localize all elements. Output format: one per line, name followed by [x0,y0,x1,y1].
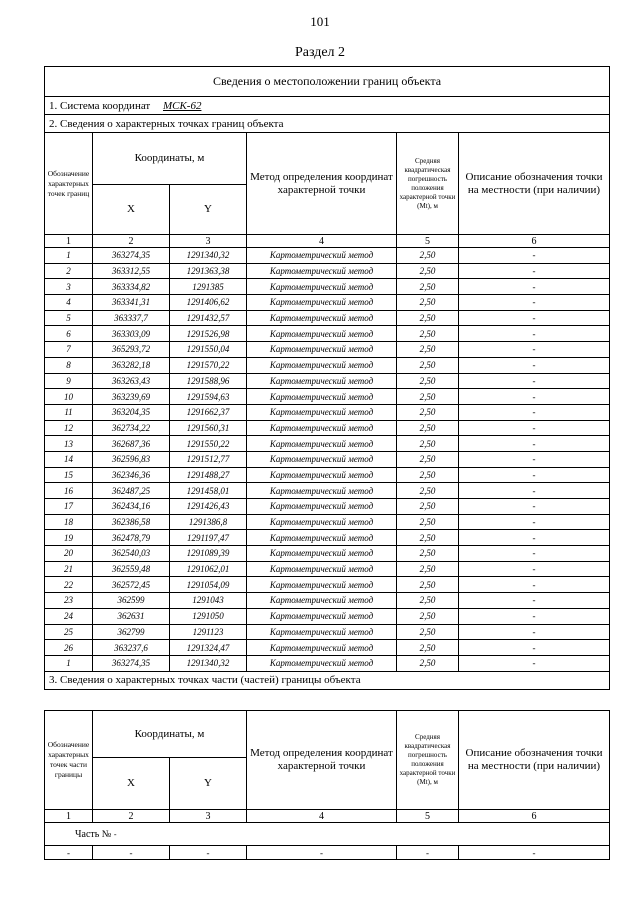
description-cell: - [459,608,610,624]
description-cell: - [459,389,610,405]
error-cell: 2,50 [397,389,459,405]
column-numbers-row-part [45,810,610,823]
point-number-cell: 24 [45,608,93,624]
method-cell: Картометрический метод [247,530,397,546]
description-cell: - [459,295,610,311]
description-cell: - [459,499,610,515]
description-cell: - [459,530,610,546]
point-number-cell: 1 [45,248,93,264]
table-row [45,514,610,530]
table-row [45,530,610,546]
col-number: 4 [247,810,397,823]
table-row [45,467,610,483]
col-number: 2 [93,810,170,823]
description-cell: - [459,546,610,562]
method-cell: Картометрический метод [247,546,397,562]
table-row [45,561,610,577]
x-cell: 363337,7 [93,310,170,326]
description-cell: - [459,436,610,452]
table-row [45,499,610,515]
col-number: 5 [397,810,459,823]
description-cell: - [459,561,610,577]
method-cell: Картометрический метод [247,310,397,326]
point-number-cell: 8 [45,357,93,373]
x-cell: 365293,72 [93,342,170,358]
error-cell: 2,50 [397,640,459,656]
x-cell: 362599 [93,593,170,609]
x-cell: 363263,43 [93,373,170,389]
description-cell: - [459,357,610,373]
y-cell: 1291488,27 [170,467,247,483]
x-cell: 362734,22 [93,420,170,436]
y-cell: 1291432,57 [170,310,247,326]
table-row [45,326,610,342]
column-numbers-row [45,235,610,248]
col-number: 6 [459,235,610,248]
table-row [45,451,610,467]
y-cell: 1291324,47 [170,640,247,656]
dash-cell: - [93,846,170,860]
x-cell: 363303,09 [93,326,170,342]
col-number: 6 [459,810,610,823]
y-cell: 1291385 [170,279,247,295]
description-cell: - [459,310,610,326]
point-number-cell: 21 [45,561,93,577]
point-number-cell: 17 [45,499,93,515]
method-cell: Картометрический метод [247,295,397,311]
error-cell: 2,50 [397,404,459,420]
error-cell: 2,50 [397,326,459,342]
description-cell: - [459,248,610,264]
y-cell: 1291594,63 [170,389,247,405]
table-row [45,279,610,295]
x-cell: 363239,69 [93,389,170,405]
point-number-cell: 1 [45,655,93,671]
x-cell: 362631 [93,608,170,624]
point-number-cell: 12 [45,420,93,436]
x-cell: 362487,25 [93,483,170,499]
error-cell: 2,50 [397,342,459,358]
header-x-part: X [93,758,170,810]
header-y-part: Y [170,758,247,810]
table-row [45,404,610,420]
y-cell: 1291363,38 [170,263,247,279]
point-number-cell: 5 [45,310,93,326]
point-number-cell: 16 [45,483,93,499]
error-cell: 2,50 [397,624,459,640]
table-row [45,436,610,452]
x-cell: 363237,6 [93,640,170,656]
points-body [45,248,610,672]
col-number: 1 [45,235,93,248]
point-number-cell: 23 [45,593,93,609]
col-number: 5 [397,235,459,248]
point-number-cell: 22 [45,577,93,593]
header-designation-part: Обозначение характерных точек части границы [45,711,93,810]
points-section-title: 2. Сведения о характерных точках границ объекта [45,115,610,133]
table-row [45,608,610,624]
point-number-cell: 3 [45,279,93,295]
error-cell: 2,50 [397,561,459,577]
method-cell: Картометрический метод [247,263,397,279]
parts-table [44,710,610,860]
table-title: Сведения о местоположении границ объекта [45,67,610,97]
dash-cell: - [170,846,247,860]
method-cell: Картометрический метод [247,248,397,264]
coord-system-label: 1. Система координат [49,99,151,112]
description-cell: - [459,593,610,609]
part-label: Часть № [75,828,112,840]
method-cell: Картометрический метод [247,451,397,467]
header-description: Описание обозначения точки на местности (при наличии) [459,133,610,235]
header-method: Метод определения координат характерной точки [247,133,397,235]
dash-cell: - [459,846,610,860]
table-row [45,624,610,640]
col-number: 3 [170,810,247,823]
y-cell: 1291340,32 [170,655,247,671]
description-cell: - [459,279,610,295]
method-cell: Картометрический метод [247,499,397,515]
description-cell: - [459,373,610,389]
x-cell: 362386,58 [93,514,170,530]
method-cell: Картометрический метод [247,436,397,452]
point-number-cell: 4 [45,295,93,311]
coord-system-row [45,97,610,115]
header-y: Y [170,185,247,235]
table-row [45,640,610,656]
dash-cell: - [45,846,93,860]
method-cell: Картометрический метод [247,561,397,577]
col-number: 2 [93,235,170,248]
part-number: - [113,829,117,839]
description-cell: - [459,263,610,279]
method-cell: Картометрический метод [247,279,397,295]
table-row [45,577,610,593]
point-number-cell: 14 [45,451,93,467]
error-cell: 2,50 [397,593,459,609]
error-cell: 2,50 [397,436,459,452]
section-title: Раздел 2 [294,45,346,60]
description-cell: - [459,577,610,593]
error-cell: 2,50 [397,608,459,624]
y-cell: 1291550,22 [170,436,247,452]
error-cell: 2,50 [397,483,459,499]
dash-cell: - [397,846,459,860]
y-cell: 1291550,04 [170,342,247,358]
method-cell: Картометрический метод [247,389,397,405]
error-cell: 2,50 [397,514,459,530]
header-method-part: Метод определения координат характерной точки [247,711,397,810]
x-cell: 363341,31 [93,295,170,311]
point-number-cell: 19 [45,530,93,546]
error-cell: 2,50 [397,310,459,326]
header-coordinates: Координаты, м [93,133,247,185]
header-x: X [93,185,170,235]
y-cell: 1291062,01 [170,561,247,577]
error-cell: 2,50 [397,546,459,562]
x-cell: 362559,48 [93,561,170,577]
y-cell: 1291043 [170,593,247,609]
method-cell: Картометрический метод [247,373,397,389]
col-number: 3 [170,235,247,248]
method-cell: Картометрический метод [247,624,397,640]
table-row [45,310,610,326]
x-cell: 363274,35 [93,655,170,671]
description-cell: - [459,451,610,467]
y-cell: 1291050 [170,608,247,624]
error-cell: 2,50 [397,420,459,436]
description-cell: - [459,483,610,499]
method-cell: Картометрический метод [247,514,397,530]
dash-row [45,846,610,860]
y-cell: 1291512,77 [170,451,247,467]
description-cell: - [459,342,610,358]
y-cell: 1291662,37 [170,404,247,420]
y-cell: 1291406,62 [170,295,247,311]
method-cell: Картометрический метод [247,357,397,373]
x-cell: 362687,36 [93,436,170,452]
error-cell: 2,50 [397,530,459,546]
method-cell: Картометрический метод [247,404,397,420]
table-row [45,593,610,609]
method-cell: Картометрический метод [247,326,397,342]
method-cell: Картометрический метод [247,640,397,656]
point-number-cell: 15 [45,467,93,483]
method-cell: Картометрический метод [247,655,397,671]
error-cell: 2,50 [397,577,459,593]
x-cell: 362596,83 [93,451,170,467]
error-cell: 2,50 [397,248,459,264]
coord-system-value: МСК-62 [162,99,202,112]
x-cell: 363282,18 [93,357,170,373]
table-row [45,342,610,358]
x-cell: 363312,55 [93,263,170,279]
table-row [45,546,610,562]
point-number-cell: 26 [45,640,93,656]
point-number-cell: 10 [45,389,93,405]
point-number-cell: 7 [45,342,93,358]
boundary-table [44,66,610,690]
error-cell: 2,50 [397,295,459,311]
y-cell: 1291123 [170,624,247,640]
point-number-cell: 20 [45,546,93,562]
method-cell: Картометрический метод [247,467,397,483]
y-cell: 1291570,22 [170,357,247,373]
table-row [45,483,610,499]
y-cell: 1291340,32 [170,248,247,264]
col-number: 4 [247,235,397,248]
page-number: 101 [310,14,330,29]
part-row [45,823,610,846]
method-cell: Картометрический метод [247,608,397,624]
method-cell: Картометрический метод [247,593,397,609]
description-cell: - [459,467,610,483]
description-cell: - [459,514,610,530]
description-cell: - [459,420,610,436]
parts-section-title: 3. Сведения о характерных точках части (частей) границы объекта [45,671,610,689]
table-row [45,655,610,671]
description-cell: - [459,404,610,420]
y-cell: 1291197,47 [170,530,247,546]
point-number-cell: 6 [45,326,93,342]
x-cell: 362572,45 [93,577,170,593]
description-cell: - [459,326,610,342]
error-cell: 2,50 [397,279,459,295]
point-number-cell: 11 [45,404,93,420]
header-designation: Обозначение характерных точек границ [45,133,93,235]
x-cell: 362799 [93,624,170,640]
x-cell: 362478,79 [93,530,170,546]
y-cell: 1291089,39 [170,546,247,562]
error-cell: 2,50 [397,499,459,515]
error-cell: 2,50 [397,373,459,389]
header-description-part: Описание обозначения точки на местности (при наличии) [459,711,610,810]
y-cell: 1291458,01 [170,483,247,499]
table-row [45,389,610,405]
point-number-cell: 2 [45,263,93,279]
description-cell: - [459,655,610,671]
method-cell: Картометрический метод [247,420,397,436]
header-error: Средняя квадратическая погрешность положения характерной точки (Mt), м [397,133,459,235]
x-cell: 362434,16 [93,499,170,515]
point-number-cell: 25 [45,624,93,640]
x-cell: 363204,35 [93,404,170,420]
header-error-part: Средняя квадратическая погрешность положения характерной точки (Mt), м [397,711,459,810]
error-cell: 2,50 [397,451,459,467]
error-cell: 2,50 [397,263,459,279]
error-cell: 2,50 [397,467,459,483]
x-cell: 363274,35 [93,248,170,264]
table-row [45,357,610,373]
table-row [45,420,610,436]
x-cell: 363334,82 [93,279,170,295]
y-cell: 1291054,09 [170,577,247,593]
y-cell: 1291386,8 [170,514,247,530]
y-cell: 1291560,31 [170,420,247,436]
table-row [45,263,610,279]
table-row [45,295,610,311]
error-cell: 2,50 [397,357,459,373]
x-cell: 362540,03 [93,546,170,562]
point-number-cell: 13 [45,436,93,452]
description-cell: - [459,640,610,656]
dash-cell: - [247,846,397,860]
method-cell: Картометрический метод [247,577,397,593]
table-row [45,373,610,389]
x-cell: 362346,36 [93,467,170,483]
method-cell: Картометрический метод [247,342,397,358]
y-cell: 1291526,98 [170,326,247,342]
error-cell: 2,50 [397,655,459,671]
method-cell: Картометрический метод [247,483,397,499]
table-row [45,248,610,264]
point-number-cell: 9 [45,373,93,389]
description-cell: - [459,624,610,640]
point-number-cell: 18 [45,514,93,530]
col-number: 1 [45,810,93,823]
y-cell: 1291426,43 [170,499,247,515]
y-cell: 1291588,96 [170,373,247,389]
header-coordinates-part: Координаты, м [93,711,247,758]
